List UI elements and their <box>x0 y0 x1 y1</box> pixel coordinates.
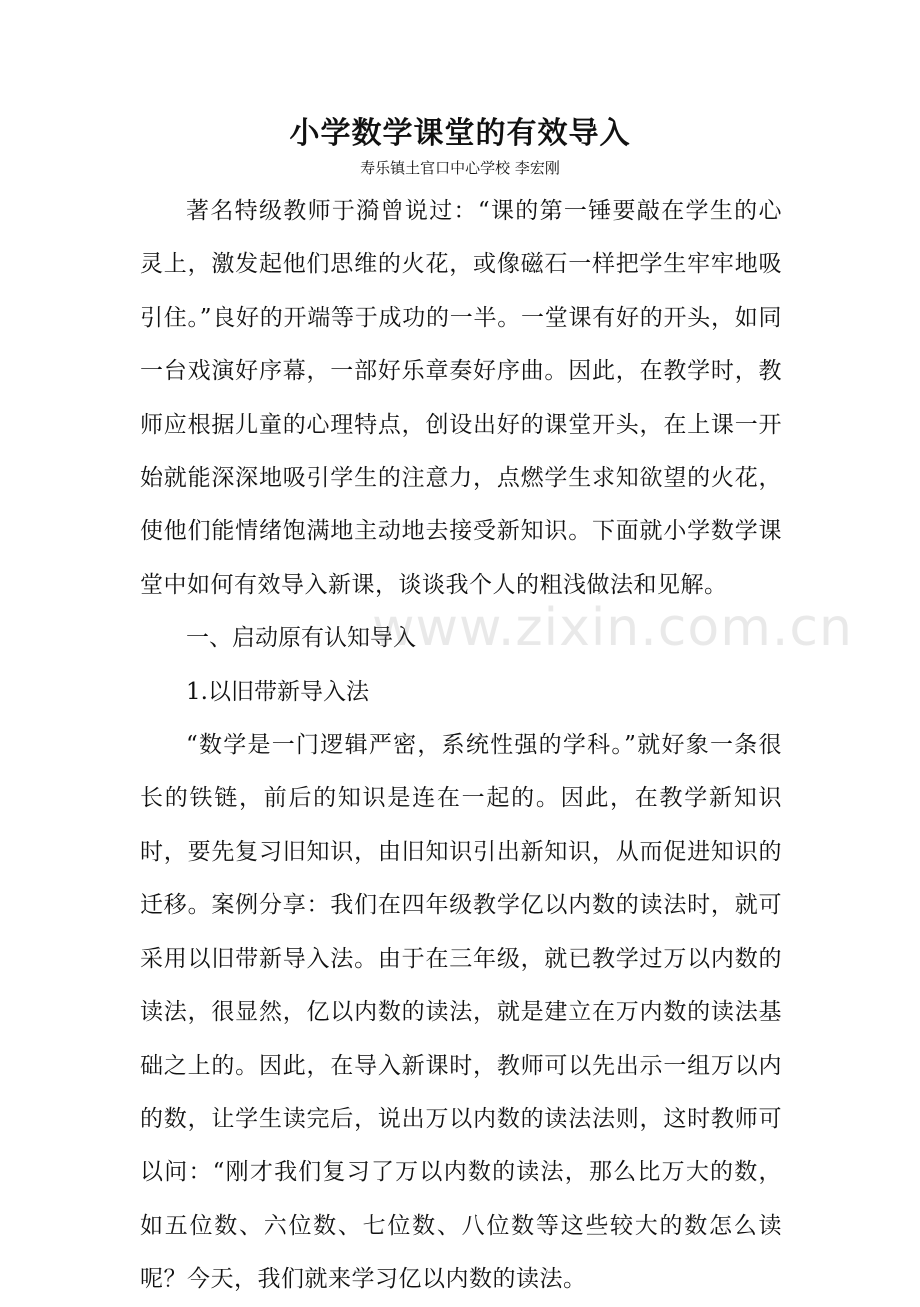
section-heading: 一、启动原有认知导入 <box>186 625 416 652</box>
document-body <box>140 185 782 1307</box>
body-paragraph: “数学是一门逻辑严密，系统性强的学科。”就好象一条很长的铁链，前后的知识是连在一起的。因此，在教学新知识时，要先复习旧知识，由旧知识引出新知识，从而促进知识的迁移。案例分享：我们在四年级教学亿以内数的读法时，就可采用以旧带新导入法。由于在三年级，就已教学过万以内数的读法，很显然，亿以内数的读法，就是建立在万内数的读法基础之上的。因此，在导入新课时，教师可以先出示一组万以内的数，让学生读完后，说出万以内数的读法法则，这时教师可以问：“刚才我们复习了万以内数的读法，那么比万大的数，如五位数、六位数、七位数、八位数等这些较大的数怎么读呢？今天，我们就来学习亿以内数的读法。 <box>140 732 782 1293</box>
author-byline: 寿乐镇土官口中心学校 李宏刚 <box>360 159 560 177</box>
subsection-heading: 1.以旧带新导入法 <box>186 678 369 705</box>
intro-paragraph: 著名特级教师于漪曾说过：“课的第一锤要敲在学生的心灵上，激发起他们思维的火花，或像磁石一样把学生牢牢地吸引住。”良好的开端等于成功的一半。一堂课有好的开头，如同一台戏演好序幕，一部好乐章奏好序曲。因此，在教学时，教师应根据儿童的心理特点，创设出好的课堂开头，在上课一开始就能深深地吸引学生的注意力，点燃学生求知欲望的火花，使他们能情绪饱满地主动地去接受新知识。下面就小学数学课堂中如何有效导入新课，谈谈我个人的粗浅做法和见解。 <box>140 198 782 598</box>
watermark: www.zixin.com.cn <box>372 598 853 658</box>
document-title: 小学数学课堂的有效导入 <box>289 116 631 151</box>
